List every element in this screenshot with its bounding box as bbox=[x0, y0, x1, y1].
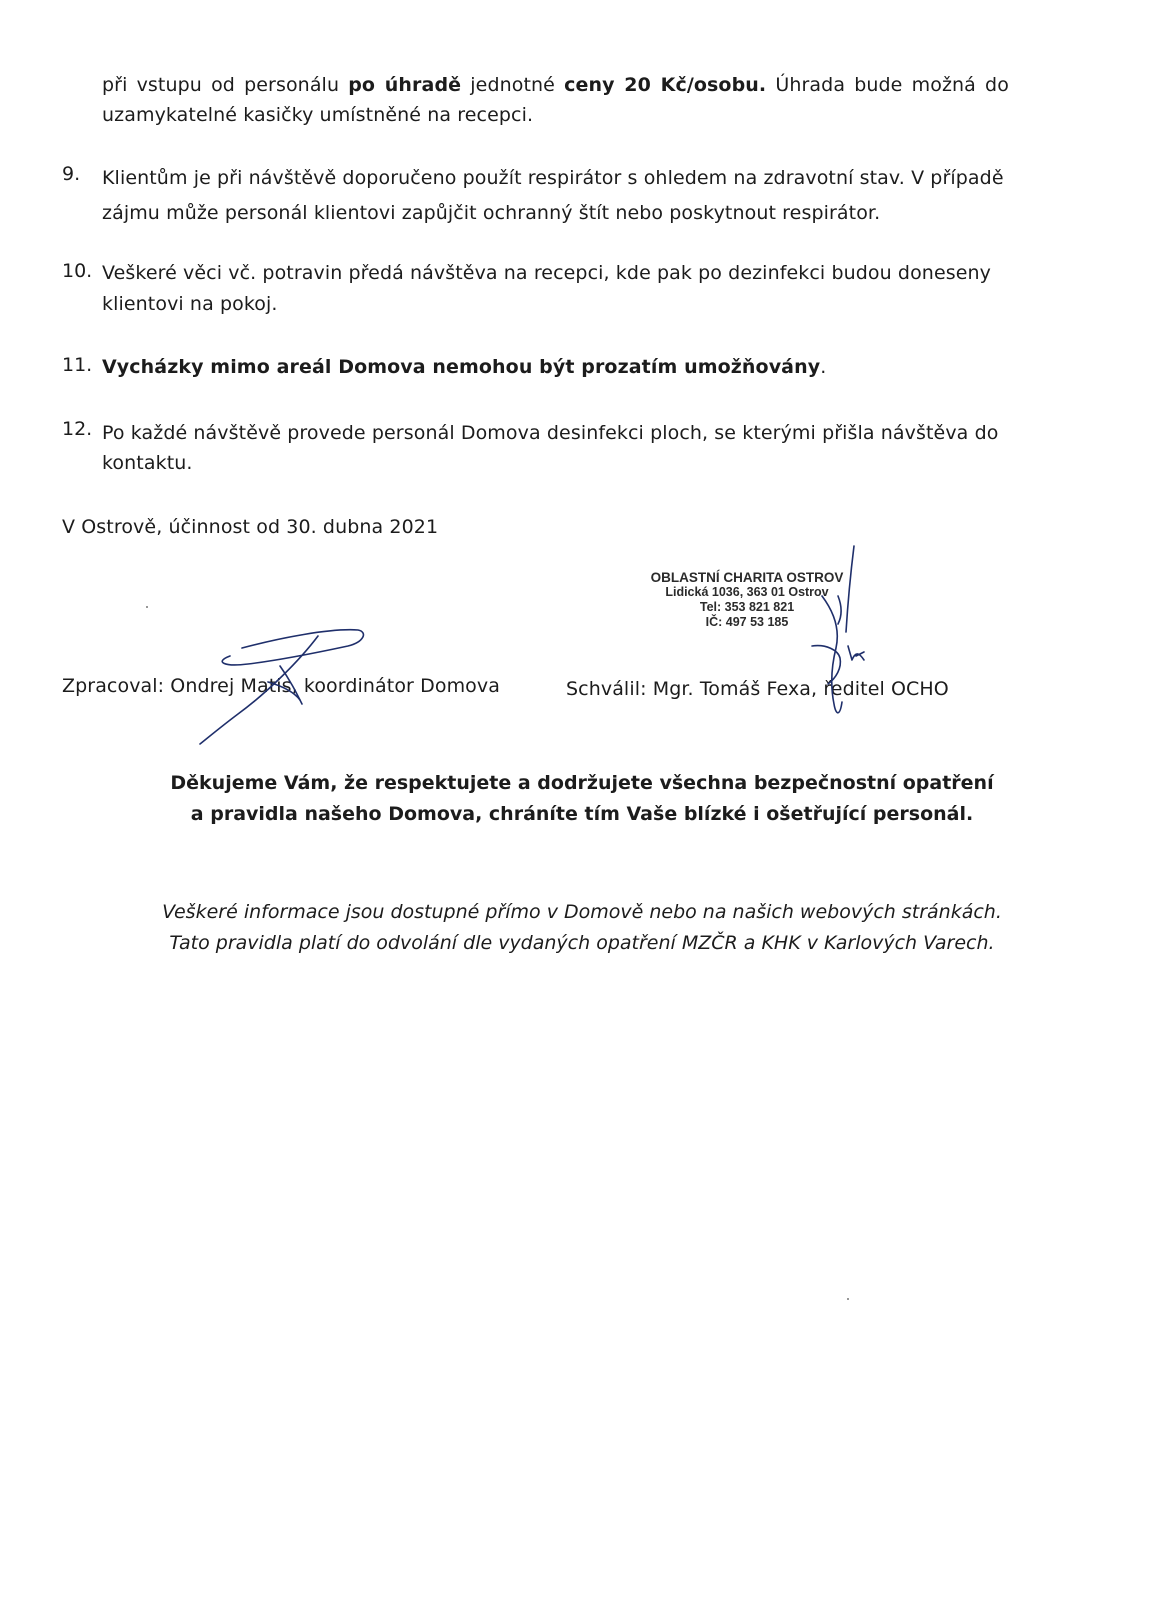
item-number: 12. bbox=[62, 418, 93, 440]
date-line: V Ostrově, účinnost od 30. dubna 2021 bbox=[62, 516, 439, 538]
paragraph-continuation-line2: uzamykatelné kasičky umístněné na recepci. bbox=[102, 104, 534, 126]
thanks-line1: Děkujeme Vám, že respektujete a dodržujete všechna bezpečnostní opatření bbox=[170, 772, 994, 794]
text-segment: jednotné bbox=[461, 74, 565, 96]
bold-price: ceny 20 Kč/osobu. bbox=[564, 74, 767, 96]
info-note-line2: Tato pravidla platí do odvolání dle vydaných opatření MZČR a KHK v Karlových Varech. bbox=[169, 932, 995, 954]
prepared-by-line: Zpracoval: Ondrej Matis, koordinátor Domova bbox=[62, 675, 500, 697]
item-12-line2: kontaktu. bbox=[102, 452, 193, 474]
item-9-line2: zájmu může personál klientovi zapůjčit ochranný štít nebo poskytnout respirátor. bbox=[102, 202, 881, 224]
item-number: 9. bbox=[62, 163, 81, 185]
approved-by-line: Schválil: Mgr. Tomáš Fexa, ředitel OCHO bbox=[566, 678, 949, 700]
item-9-line1: Klientům je při návštěvě doporučeno použít respirátor s ohledem na zdravotní stav. V případě bbox=[102, 167, 1004, 189]
text-segment: . bbox=[820, 356, 827, 378]
bold-item-text: Vycházky mimo areál Domova nemohou být prozatím umožňovány bbox=[102, 356, 821, 378]
item-number: 11. bbox=[62, 354, 93, 376]
item-10-line1: Veškeré věci vč. potravin předá návštěva na recepci, kde pak po dezinfekci budou doneseny bbox=[102, 262, 992, 284]
scan-speck bbox=[146, 606, 148, 608]
item-10-line2: klientovi na pokoj. bbox=[102, 293, 278, 315]
stamp-address: Lidická 1036, 363 01 Ostrov bbox=[665, 585, 829, 599]
scan-speck bbox=[847, 1298, 849, 1300]
stamp-title: OBLASTNÍ CHARITA OSTROV bbox=[650, 570, 844, 585]
stamp-ic: IČ: 497 53 185 bbox=[705, 615, 789, 629]
bold-price-condition: po úhradě bbox=[348, 74, 462, 96]
organization-stamp bbox=[632, 570, 862, 630]
info-note-line1: Veškeré informace jsou dostupné přímo v Domově nebo na našich webových stránkách. bbox=[162, 901, 1002, 923]
item-11-line1 bbox=[102, 355, 826, 379]
paragraph-continuation-line1 bbox=[102, 73, 1009, 97]
thanks-line2: a pravidla našeho Domova, chráníte tím Vaše blízké i ošetřující personál. bbox=[190, 803, 974, 825]
text-segment: při vstupu od personálu bbox=[102, 74, 349, 96]
item-number: 10. bbox=[62, 260, 93, 282]
item-12-line1: Po každé návštěvě provede personál Domova desinfekci ploch, se kterými přišla návštěva do bbox=[102, 422, 999, 444]
stamp-phone: Tel: 353 821 821 bbox=[699, 600, 795, 614]
text-segment: Úhrada bude možná do bbox=[766, 74, 1009, 96]
